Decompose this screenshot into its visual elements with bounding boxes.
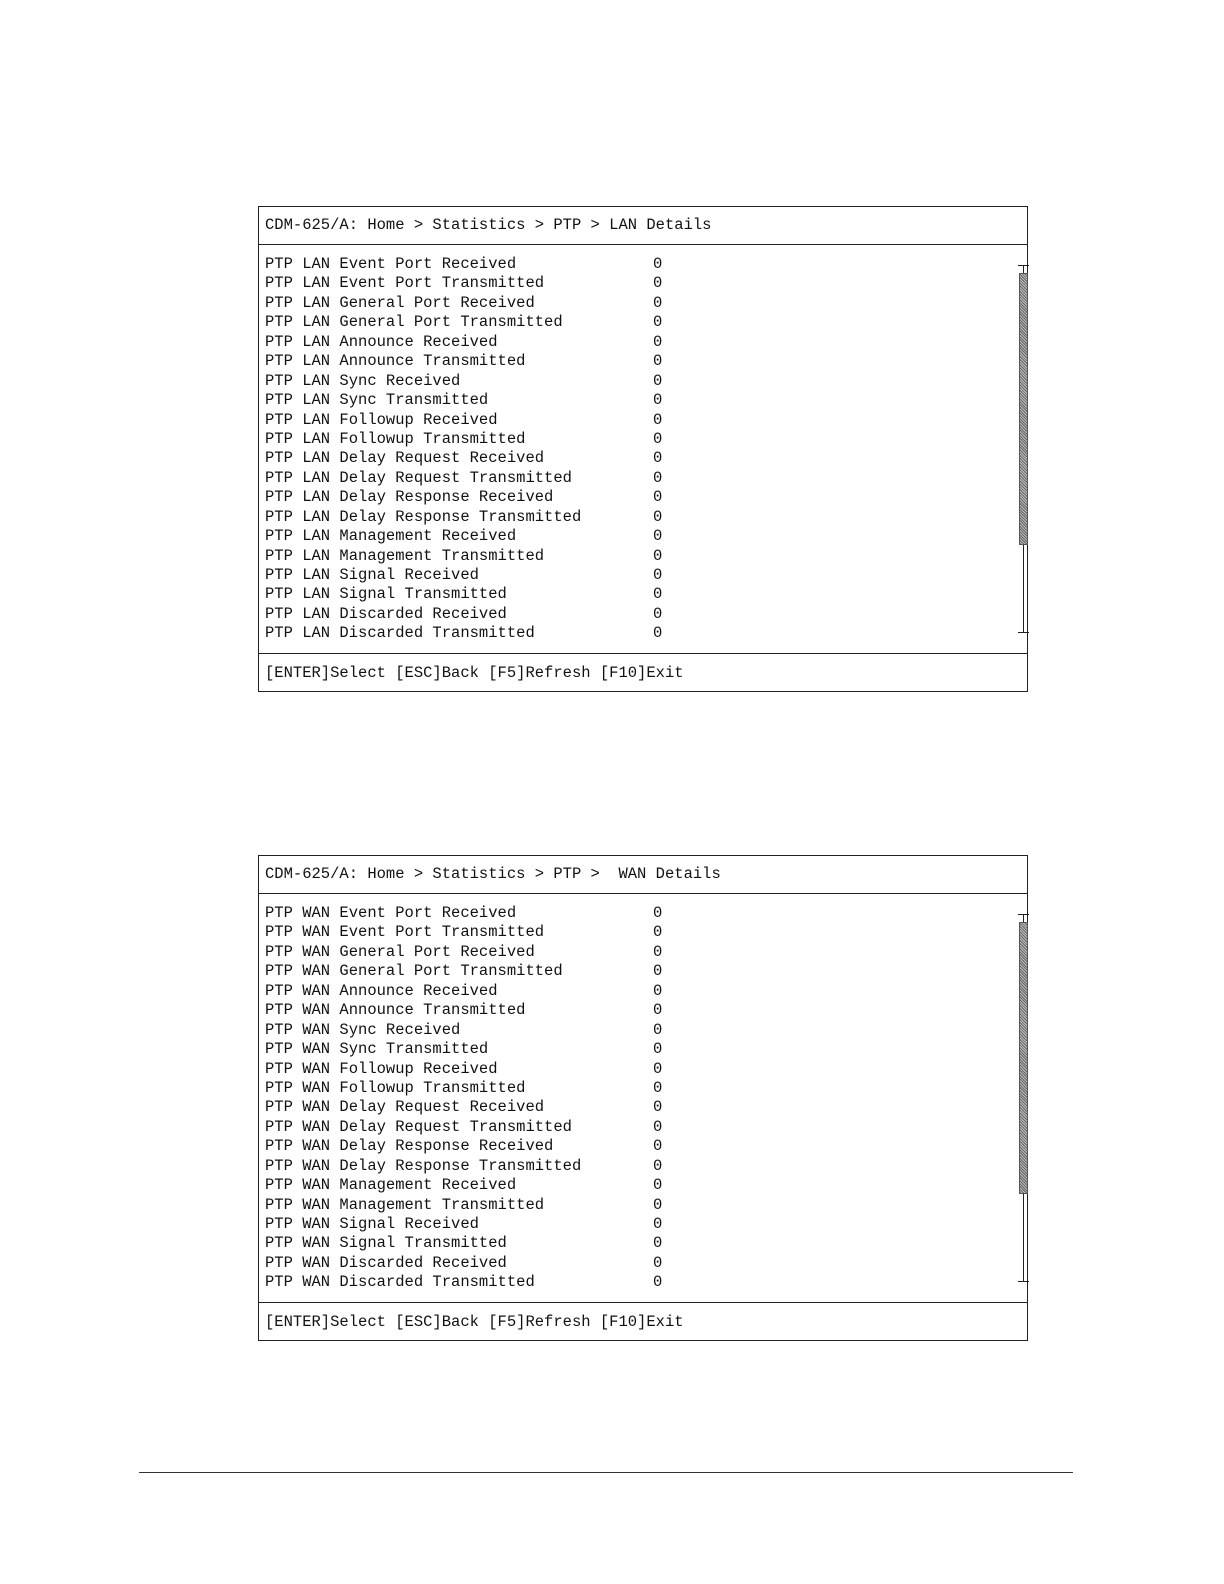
- stat-row: [259, 274, 1027, 293]
- stat-value: 0: [653, 604, 663, 623]
- stat-label: PTP LAN Signal Transmitted: [265, 585, 507, 604]
- stat-value: 0: [653, 274, 663, 293]
- stat-value: 0: [653, 293, 663, 312]
- stat-row: [259, 566, 1027, 585]
- stat-label: PTP LAN Sync Transmitted: [265, 391, 489, 410]
- stat-label: PTP LAN General Port Received: [265, 293, 535, 312]
- stat-row: [259, 1254, 1027, 1273]
- stat-value: 0: [653, 255, 663, 273]
- stat-row: [259, 1137, 1027, 1156]
- stat-value: 0: [653, 1215, 663, 1233]
- stat-row: [259, 943, 1027, 962]
- stat-value: 0: [653, 1001, 663, 1020]
- stat-label: PTP LAN Event Port Received: [265, 255, 517, 273]
- stat-row: [259, 352, 1027, 371]
- stat-label: PTP LAN Discarded Received: [265, 604, 507, 623]
- stat-value: 0: [653, 1117, 663, 1136]
- stat-label: PTP LAN Event Port Transmitted: [265, 274, 545, 293]
- stat-value: 0: [653, 507, 663, 526]
- lan-details-screen: [258, 206, 1028, 692]
- breadcrumb: CDM-625/A: Home > Statistics > PTP > LAN Details: [259, 207, 1027, 245]
- stat-label: PTP WAN Delay Request Transmitted: [265, 1117, 572, 1136]
- stat-value: 0: [653, 585, 663, 604]
- stat-row: [259, 962, 1027, 981]
- stat-label: PTP WAN Delay Response Received: [265, 1137, 554, 1156]
- scrollbar-thumb[interactable]: [1019, 922, 1028, 1194]
- stats-list: [259, 894, 1027, 1302]
- stat-label: PTP LAN Announce Transmitted: [265, 352, 526, 371]
- stat-label: PTP LAN General Port Transmitted: [265, 313, 563, 332]
- stat-row: [259, 1215, 1027, 1234]
- stat-label: PTP LAN Announce Received: [265, 332, 498, 351]
- stat-row: [259, 527, 1027, 546]
- stat-value: 0: [653, 468, 663, 487]
- stat-label: PTP LAN Delay Response Transmitted: [265, 507, 582, 526]
- stat-value: 0: [653, 449, 663, 468]
- stat-label: PTP LAN Delay Request Received: [265, 449, 545, 468]
- stat-value: 0: [653, 624, 663, 643]
- stat-row: [259, 1234, 1027, 1253]
- stat-value: 0: [653, 1040, 663, 1059]
- stat-value: 0: [653, 1020, 663, 1039]
- stat-row: [259, 449, 1027, 468]
- stat-row: [259, 391, 1027, 410]
- stat-value: 0: [653, 1176, 663, 1195]
- stat-row: [259, 605, 1027, 624]
- stat-row: [259, 1157, 1027, 1176]
- stat-label: PTP LAN Discarded Transmitted: [265, 624, 535, 643]
- stat-value: 0: [653, 488, 663, 507]
- stat-label: PTP WAN Delay Request Received: [265, 1098, 545, 1117]
- stat-row: [259, 1060, 1027, 1079]
- stat-value: 0: [653, 410, 663, 429]
- stat-label: PTP WAN Discarded Received: [265, 1253, 507, 1272]
- stat-row: [259, 333, 1027, 352]
- key-hints: [ENTER]Select [ESC]Back [F5]Refresh [F10]Exit: [259, 653, 1027, 691]
- stat-row: [259, 1176, 1027, 1195]
- stat-label: PTP LAN Management Transmitted: [265, 546, 545, 565]
- stat-label: PTP WAN Announce Received: [265, 981, 498, 1000]
- stat-row: [259, 1273, 1027, 1292]
- scrollbar[interactable]: [1018, 265, 1030, 633]
- stat-label: PTP LAN Delay Request Transmitted: [265, 468, 572, 487]
- stat-row: [259, 1001, 1027, 1020]
- stat-label: PTP WAN General Port Received: [265, 942, 535, 961]
- stat-value: 0: [653, 332, 663, 351]
- stat-value: 0: [653, 566, 663, 584]
- stat-value: 0: [653, 1234, 663, 1253]
- stat-row: [259, 982, 1027, 1001]
- stat-label: PTP LAN Signal Received: [265, 566, 479, 584]
- stats-list: [259, 245, 1027, 653]
- stat-row: [259, 411, 1027, 430]
- stat-label: PTP WAN Delay Response Transmitted: [265, 1156, 582, 1175]
- stat-label: PTP WAN Event Port Transmitted: [265, 923, 545, 942]
- stat-row: [259, 488, 1027, 507]
- stat-value: 0: [653, 1059, 663, 1078]
- stat-row: [259, 1118, 1027, 1137]
- stat-row: [259, 255, 1027, 274]
- stat-value: 0: [653, 1273, 663, 1292]
- stat-row: [259, 1079, 1027, 1098]
- stat-value: 0: [653, 352, 663, 371]
- stat-label: PTP WAN Event Port Received: [265, 904, 517, 922]
- stat-value: 0: [653, 1253, 663, 1272]
- stat-label: PTP WAN Signal Received: [265, 1215, 479, 1233]
- stat-value: 0: [653, 942, 663, 961]
- stat-row: [259, 1098, 1027, 1117]
- stat-label: PTP WAN Followup Transmitted: [265, 1078, 526, 1097]
- stat-row: [259, 1021, 1027, 1040]
- stat-row: [259, 372, 1027, 391]
- stat-label: PTP WAN Followup Received: [265, 1059, 498, 1078]
- stat-value: 0: [653, 1098, 663, 1117]
- stat-value: 0: [653, 1078, 663, 1097]
- stat-row: [259, 585, 1027, 604]
- stat-value: 0: [653, 904, 663, 922]
- stat-value: 0: [653, 546, 663, 565]
- stat-label: PTP LAN Delay Response Received: [265, 488, 554, 507]
- stat-row: [259, 508, 1027, 527]
- stat-label: PTP LAN Management Received: [265, 527, 517, 546]
- key-hints: [ENTER]Select [ESC]Back [F5]Refresh [F10]Exit: [259, 1302, 1027, 1340]
- page-footer-rule: [139, 1472, 1073, 1473]
- stat-row: [259, 469, 1027, 488]
- stat-value: 0: [653, 1195, 663, 1214]
- stat-label: PTP LAN Sync Received: [265, 371, 461, 390]
- stat-row: [259, 430, 1027, 449]
- stat-row: [259, 1040, 1027, 1059]
- scrollbar[interactable]: [1018, 914, 1030, 1282]
- stat-label: PTP LAN Followup Transmitted: [265, 429, 526, 448]
- stat-row: [259, 294, 1027, 313]
- stat-label: PTP LAN Followup Received: [265, 410, 498, 429]
- stat-label: PTP WAN Sync Transmitted: [265, 1040, 489, 1059]
- stat-row: [259, 313, 1027, 332]
- stat-value: 0: [653, 527, 663, 546]
- stat-label: PTP WAN General Port Transmitted: [265, 962, 563, 981]
- stat-value: 0: [653, 1137, 663, 1156]
- scrollbar-thumb[interactable]: [1019, 273, 1028, 545]
- stat-label: PTP WAN Sync Received: [265, 1020, 461, 1039]
- stat-value: 0: [653, 391, 663, 410]
- stat-label: PTP WAN Discarded Transmitted: [265, 1273, 535, 1292]
- stat-value: 0: [653, 981, 663, 1000]
- stat-value: 0: [653, 1156, 663, 1175]
- stat-label: PTP WAN Signal Transmitted: [265, 1234, 507, 1253]
- breadcrumb: CDM-625/A: Home > Statistics > PTP > WAN Details: [259, 856, 1027, 894]
- stat-label: PTP WAN Management Received: [265, 1176, 517, 1195]
- stat-value: 0: [653, 923, 663, 942]
- stat-label: PTP WAN Announce Transmitted: [265, 1001, 526, 1020]
- stat-value: 0: [653, 962, 663, 981]
- stat-row: [259, 923, 1027, 942]
- stat-row: [259, 624, 1027, 643]
- stat-value: 0: [653, 429, 663, 448]
- stat-row: [259, 547, 1027, 566]
- wan-details-screen: [258, 855, 1028, 1341]
- stat-row: [259, 1196, 1027, 1215]
- stat-label: PTP WAN Management Transmitted: [265, 1195, 545, 1214]
- stat-row: [259, 904, 1027, 923]
- stat-value: 0: [653, 371, 663, 390]
- stat-value: 0: [653, 313, 663, 332]
